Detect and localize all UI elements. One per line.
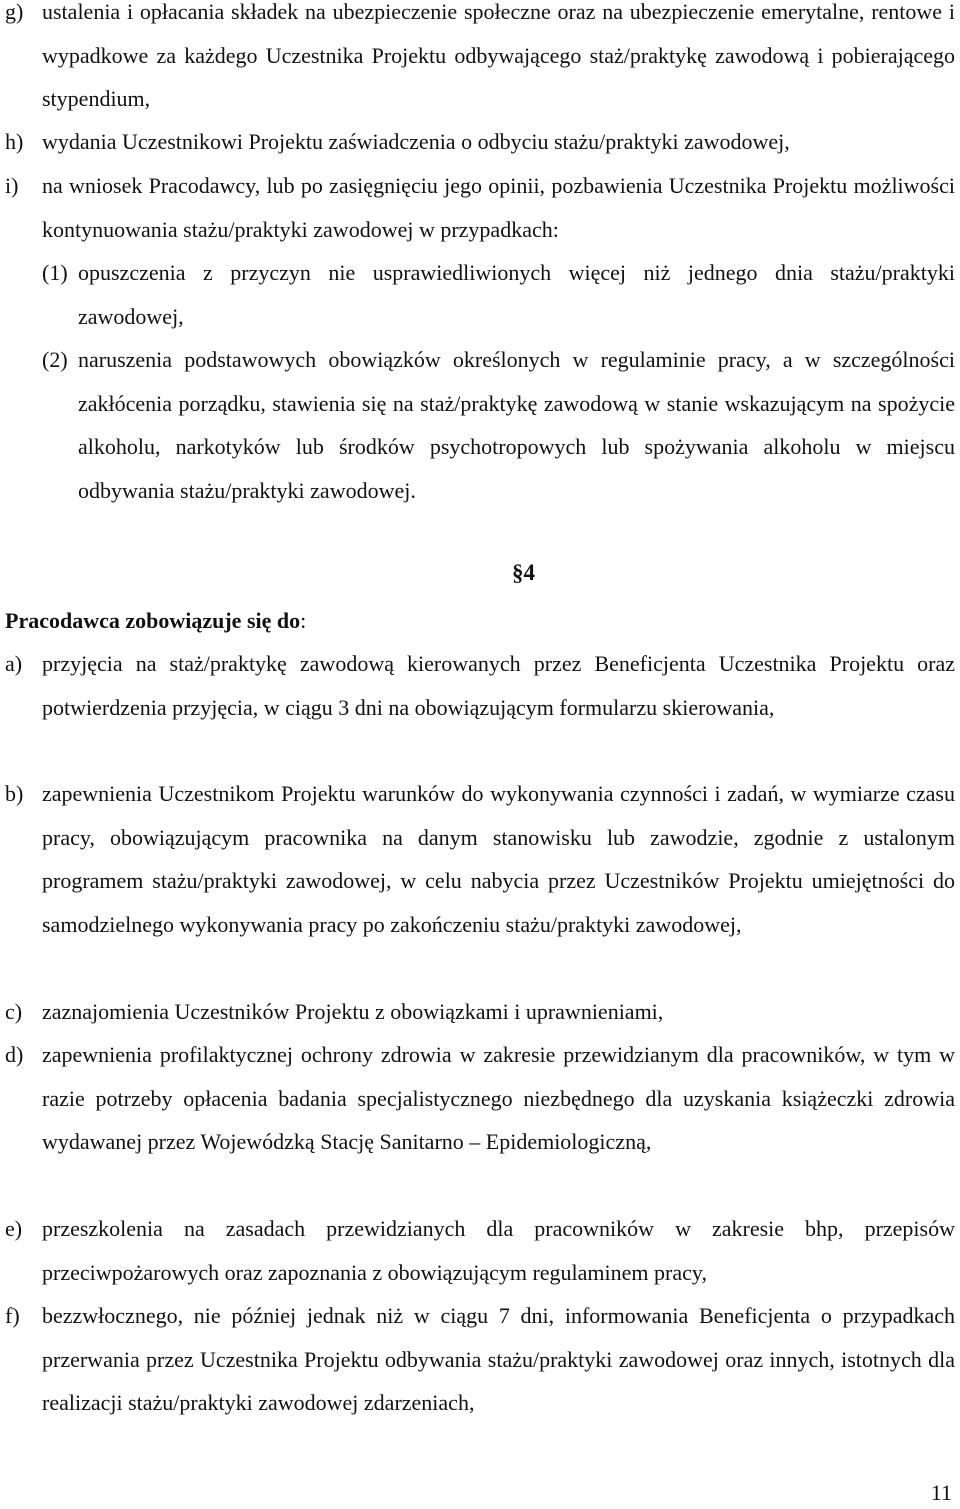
list-item-label: e) bbox=[5, 1216, 23, 1241]
list-item-text: przeszkolenia na zasadach przewidzianych dla pracowników w zakresie bhp, przepisów przeciwpożarowych oraz zapoznania z obowiązującym regulaminem pracy, bbox=[42, 1216, 955, 1285]
sub-item-text: opuszczenia z przyczyn nie usprawiedliwionych więcej niż jednego dnia stażu/praktyki zawodowej, bbox=[78, 260, 955, 329]
list-item-label: h) bbox=[5, 129, 24, 154]
list-item-h bbox=[5, 120, 955, 164]
sub-item-label: (1) bbox=[42, 260, 68, 285]
list-item-text: zapewnienia profilaktycznej ochrony zdrowia w zakresie przewidzianym dla pracowników, w tym w razie potrzeby opłacenia badania specjalistycznego niezbędnego dla uzyskania książeczki zdrowia wydawanej przez Wojewódzką Stację Sanitarno – Epidemiologiczną, bbox=[42, 1042, 955, 1154]
list-item-text: bezzwłocznego, nie później jednak niż w ciągu 7 dni, informowania Beneficjenta o przypadkach przerwania przez Uczestnika Projektu odbywania stażu/praktyki zawodowej oraz innych, istotnych dla realizacji stażu/praktyki zawodowej zdarzeniach, bbox=[42, 1303, 955, 1415]
list-item-i bbox=[5, 164, 955, 251]
list-item-e bbox=[5, 1207, 955, 1294]
section-heading bbox=[512, 560, 535, 586]
list-item-text: zapewnienia Uczestnikom Projektu warunków do wykonywania czynności i zadań, w wymiarze czasu pracy, obowiązującym pracownika na danym stanowisku lub zawodzie, zgodnie z ustalonym programem stażu/praktyki zawodowej, w celu nabycia przez Uczestników Projektu umiejętności do samodzielnego wykonywania pracy po zakończeniu stażu/praktyki zawodowej, bbox=[42, 781, 955, 937]
list-item-f bbox=[5, 1294, 955, 1425]
section-intro-colon: : bbox=[300, 608, 307, 633]
list-item-label: f) bbox=[5, 1303, 20, 1328]
section-symbol: § bbox=[512, 560, 524, 585]
sub-item-text: naruszenia podstawowych obowiązków określonych w regulaminie pracy, a w szczególności zakłócenia porządku, stawienia się na staż/praktykę zawodową w stanie wskazującym na spożycie alkoholu, narkotyków lub środków psychotropowych lub spożywania alkoholu w miejscu odbywania stażu/praktyki zawodowej. bbox=[78, 347, 955, 503]
list-item-text: ustalenia i opłacania składek na ubezpieczenie społeczne oraz na ubezpieczenie emerytalne, rentowe i wypadkowe za każdego Uczestnika Projektu odbywającego staż/praktykę zawodową i pobierającego stypendium, bbox=[42, 0, 955, 111]
list-item-text: zaznajomienia Uczestników Projektu z obowiązkami i uprawnieniami, bbox=[42, 999, 664, 1024]
list-item-label: b) bbox=[5, 781, 24, 806]
list-item-label: i) bbox=[5, 173, 19, 198]
list-item-d bbox=[5, 1033, 955, 1164]
list-item-label: g) bbox=[5, 0, 24, 24]
sub-item-label: (2) bbox=[42, 347, 68, 372]
list-item-label: d) bbox=[5, 1042, 24, 1067]
list-item-text: wydania Uczestnikowi Projektu zaświadczenia o odbyciu stażu/praktyki zawodowej, bbox=[42, 129, 790, 154]
list-item-label: a) bbox=[5, 651, 23, 676]
sub-item-2 bbox=[42, 338, 955, 512]
section-intro bbox=[5, 601, 306, 641]
list-item-text: przyjęcia na staż/praktykę zawodową kierowanych przez Beneficjenta Uczestnika Projektu oraz potwierdzenia przyjęcia, w ciągu 3 dni na obowiązującym formularzu skierowania, bbox=[42, 651, 955, 720]
list-item-a bbox=[5, 642, 955, 729]
page-number: 11 bbox=[930, 1480, 952, 1505]
list-item-b bbox=[5, 772, 955, 946]
list-item-c bbox=[5, 990, 955, 1034]
section-number: 4 bbox=[523, 560, 535, 585]
sub-item-1 bbox=[42, 251, 955, 338]
list-item-label: c) bbox=[5, 999, 23, 1024]
list-item-g bbox=[5, 0, 955, 121]
section-intro-text: Pracodawca zobowiązuje się do bbox=[5, 608, 301, 633]
list-item-text: na wniosek Pracodawcy, lub po zasięgnięciu jego opinii, pozbawienia Uczestnika Projektu możliwości kontynuowania stażu/praktyki zawodowej w przypadkach: bbox=[42, 173, 955, 242]
